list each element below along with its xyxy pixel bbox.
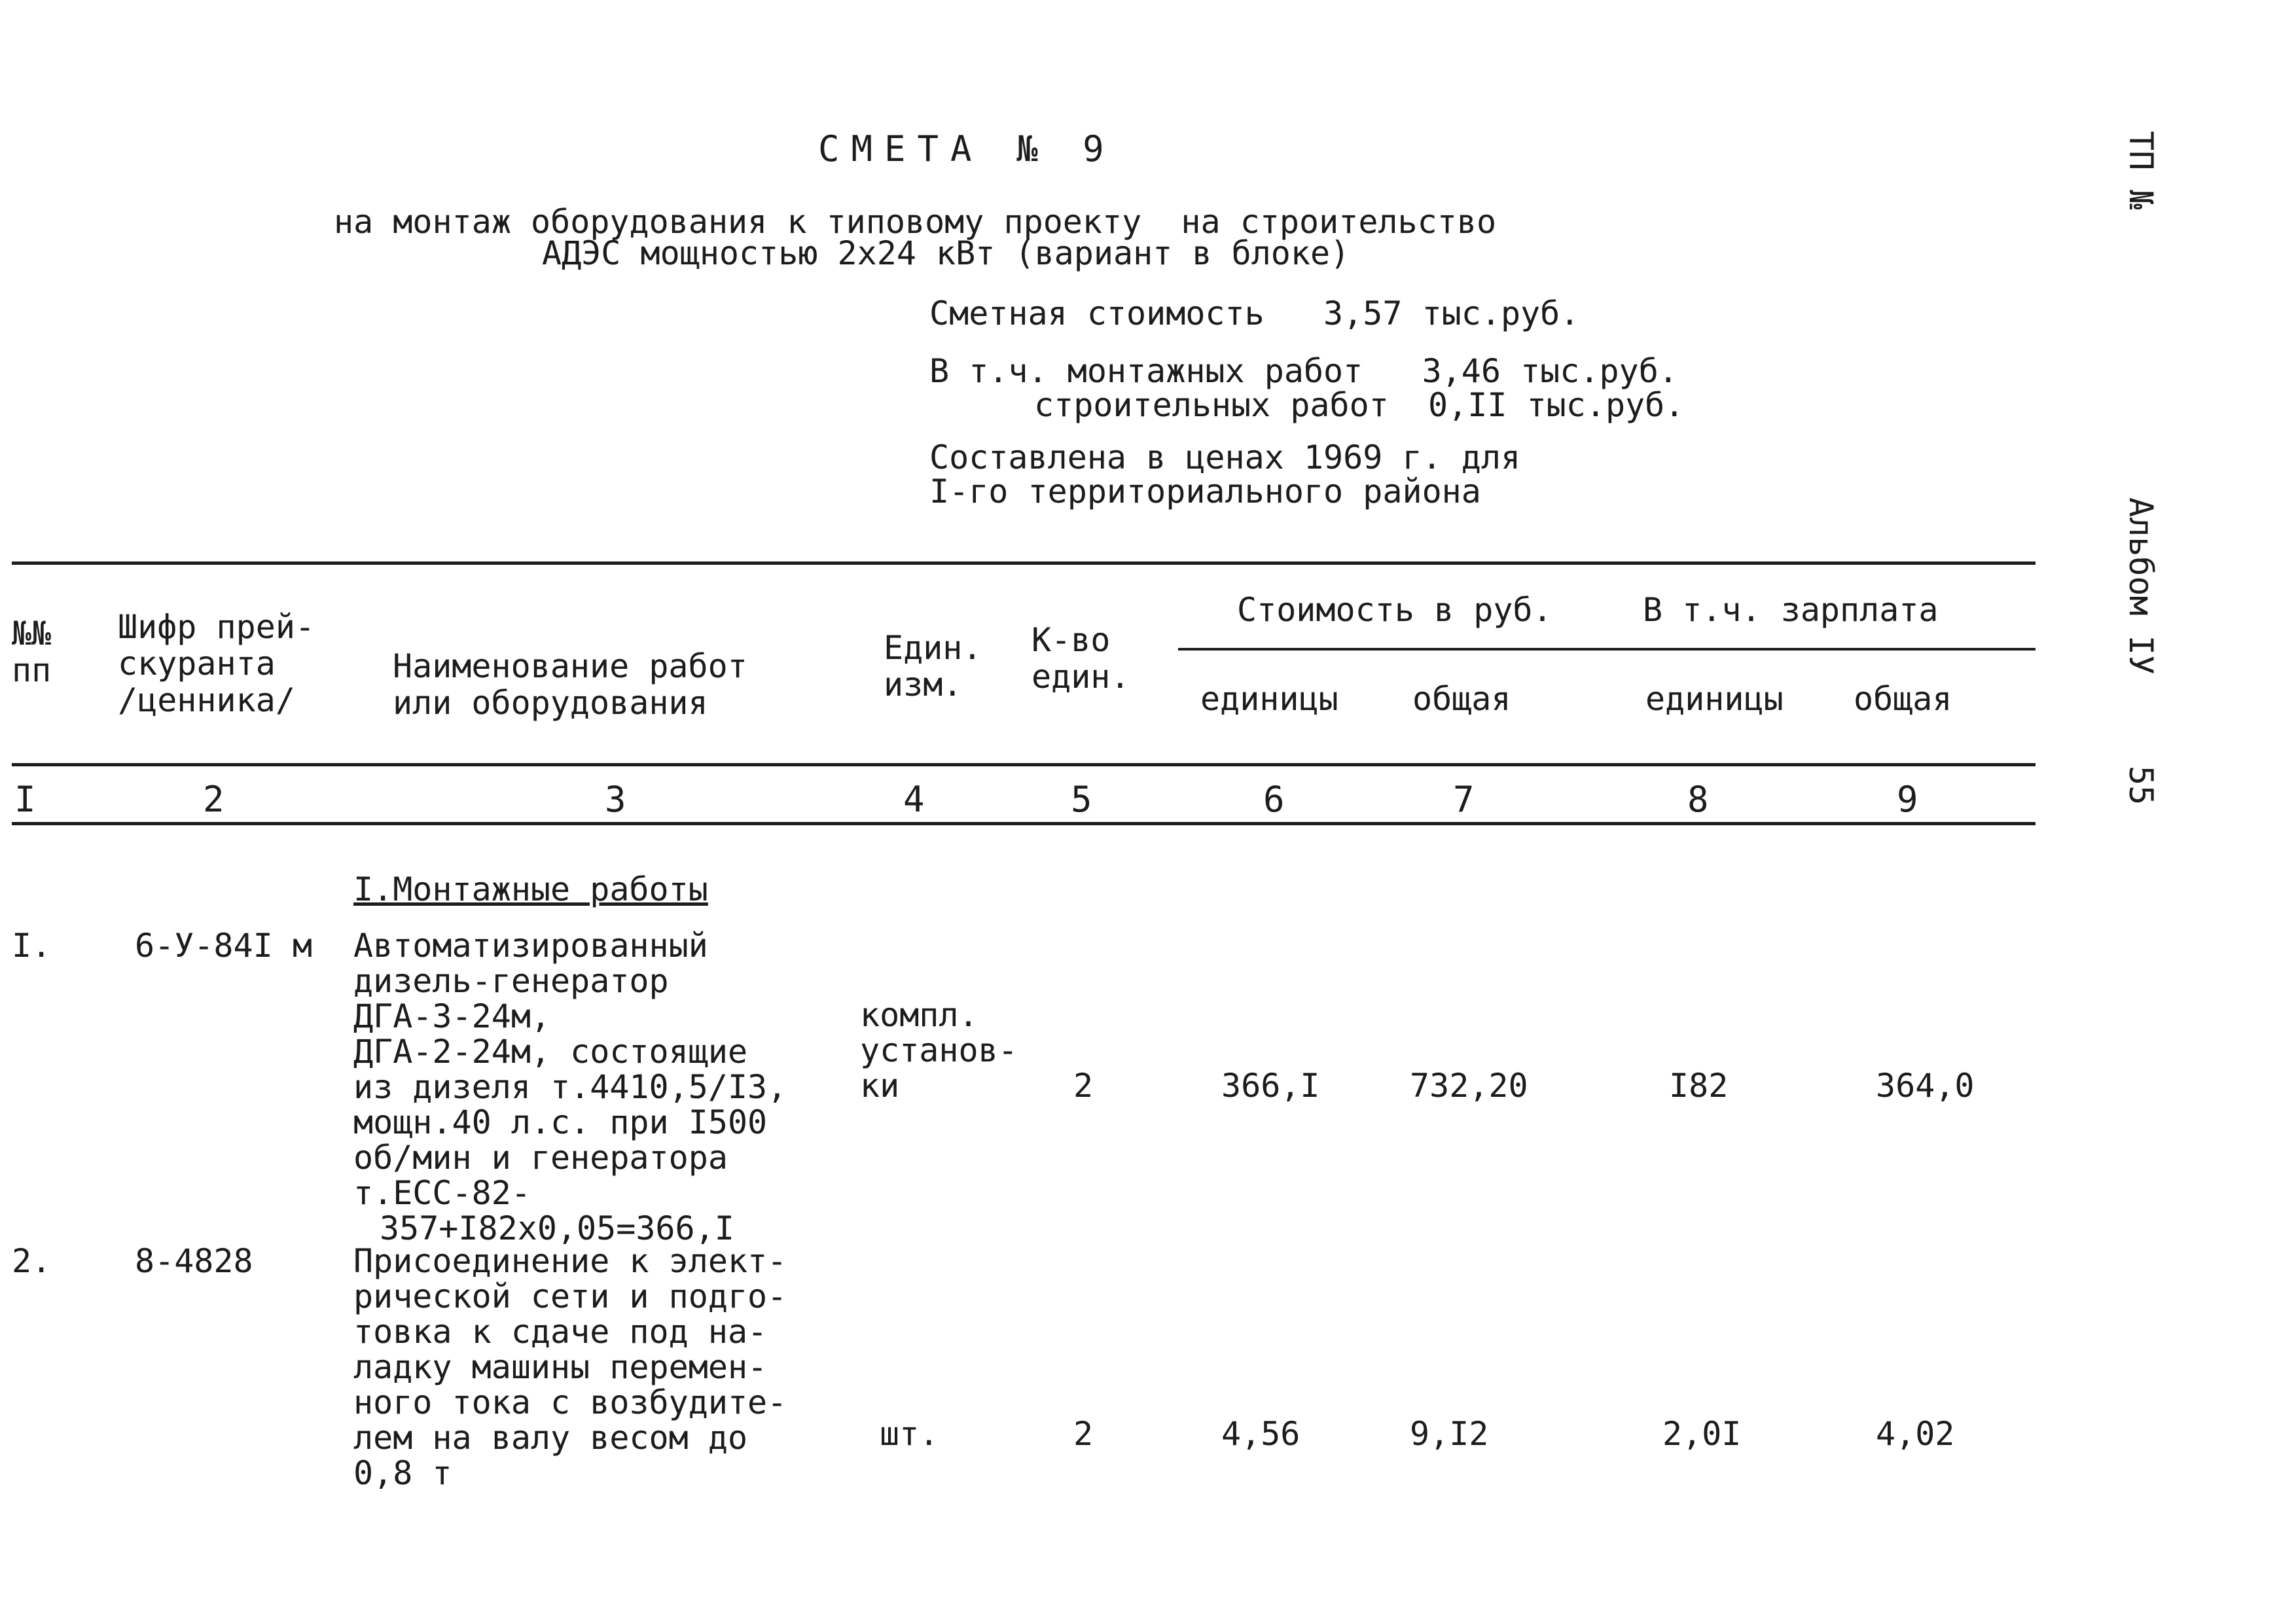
- row-code: 8-4828: [135, 1242, 253, 1280]
- column-number: 6: [1263, 779, 1285, 820]
- row-calc: 357+I82х0,05=366,I: [380, 1209, 734, 1247]
- column-number: I: [14, 779, 36, 820]
- column-number: 4: [903, 779, 925, 820]
- side-page-number: 55: [2122, 766, 2160, 806]
- row-name: Присоединение к элект- рической сети и подго- товка к сдаче под на- ладку машины перемен- ного тока с возбудите- лем на валу весом до 0,8 т: [353, 1242, 787, 1492]
- row-code: 6-У-84I м: [135, 927, 312, 965]
- prices-note-line1: Составлена в ценах 1969 г. для: [929, 438, 1521, 476]
- row-name: Автоматизированный дизель-генератор ДГА-3-24м, ДГА-2-24м, состоящие из дизеля т.4410,5/I3, мощн.40 л.с. при I500 об/мин и генератора т.ЕСС-82-: [353, 927, 787, 1212]
- column-number: 8: [1687, 779, 1709, 820]
- table-group-rule: [1178, 648, 2036, 651]
- incl-construction-works: строительных работ 0,II тыс.руб.: [1034, 386, 1685, 424]
- row-unit: компл. установ- ки: [860, 996, 1018, 1105]
- prices-note-line2: I-го территориального района: [929, 473, 1481, 510]
- column-number: 2: [203, 779, 224, 820]
- side-tp-label: ТП №: [2122, 131, 2160, 210]
- incl-install-works: В т.ч. монтажных работ 3,46 тыс.руб.: [929, 352, 1678, 390]
- row-unit: шт.: [880, 1415, 939, 1453]
- row-cost-unit: 366,I: [1221, 1067, 1320, 1105]
- row-qty: 2: [1073, 1415, 1094, 1453]
- estimate-cost: Сметная стоимость 3,57 тыс.руб.: [929, 294, 1580, 332]
- row-num: I.: [12, 927, 52, 965]
- column-numbers-bottom-rule: [12, 822, 2036, 825]
- header-wage-group: В т.ч. зарплата: [1643, 591, 1939, 629]
- row-wage-total: 364,0: [1876, 1067, 1975, 1105]
- document-title: СМЕТА № 9: [818, 128, 1116, 169]
- header-cost-unit: единицы: [1200, 680, 1338, 718]
- row-num: 2.: [12, 1242, 52, 1280]
- header-unit: Един. изм.: [884, 629, 982, 704]
- row-cost-total: 9,I2: [1410, 1415, 1489, 1453]
- header-qty: К-во един.: [1031, 621, 1130, 696]
- header-name: Наименование работ или оборудования: [393, 647, 747, 722]
- header-wage-unit: единицы: [1645, 680, 1784, 718]
- header-code: Шифр прей- скуранта /ценника/: [118, 608, 315, 719]
- header-cost-total: общая: [1412, 680, 1511, 718]
- column-number: 3: [605, 779, 626, 820]
- table-top-rule: [12, 562, 2036, 565]
- side-album-label: Альбом IУ: [2122, 497, 2160, 675]
- header-num: №№ пп: [12, 615, 52, 689]
- row-wage-total: 4,02: [1876, 1415, 1955, 1453]
- section-title: I.Монтажные работы: [353, 870, 708, 908]
- row-wage-unit: I82: [1669, 1067, 1729, 1105]
- document-subtitle-line1: на монтаж оборудования к типовому проекту на строительство: [334, 203, 1497, 241]
- column-number: 7: [1453, 779, 1475, 820]
- document-subtitle-line2: АДЭС мощностью 2х24 кВт (вариант в блоке): [542, 234, 1350, 272]
- row-qty: 2: [1073, 1067, 1094, 1105]
- column-number: 5: [1071, 779, 1092, 820]
- row-cost-unit: 4,56: [1221, 1415, 1300, 1453]
- row-cost-total: 732,20: [1410, 1067, 1528, 1105]
- header-cost-group: Стоимость в руб.: [1237, 591, 1552, 629]
- row-wage-unit: 2,0I: [1662, 1415, 1742, 1453]
- column-number: 9: [1897, 779, 1918, 820]
- table-header-bottom-rule: [12, 763, 2036, 766]
- header-wage-total: общая: [1854, 680, 1952, 718]
